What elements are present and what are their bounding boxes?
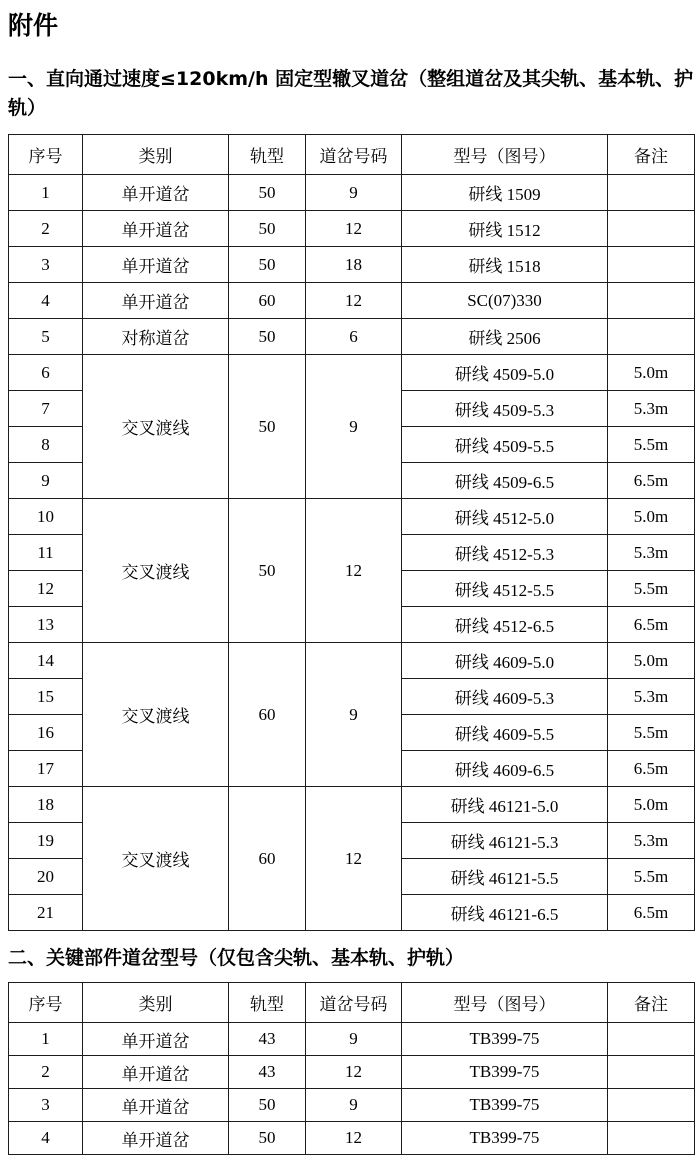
cell-remark bbox=[608, 211, 695, 247]
cell-category: 交叉渡线 bbox=[83, 787, 229, 931]
cell-remark: 5.3m bbox=[608, 679, 695, 715]
cell-rail-type: 60 bbox=[229, 787, 306, 931]
cell-serial-number: 17 bbox=[9, 751, 83, 787]
table-row bbox=[9, 499, 695, 535]
cell-model-drawing-number: 研线 4512-6.5 bbox=[402, 607, 608, 643]
cell-rail-type: 60 bbox=[229, 643, 306, 787]
cell-serial-number: 20 bbox=[9, 859, 83, 895]
cell-serial-number: 2 bbox=[9, 211, 83, 247]
cell-switch-number: 12 bbox=[306, 499, 402, 643]
cell-category: 交叉渡线 bbox=[83, 355, 229, 499]
table-row bbox=[9, 283, 695, 319]
cell-remark bbox=[608, 1056, 695, 1089]
table-row bbox=[9, 247, 695, 283]
cell-model-drawing-number: 研线 4609-5.0 bbox=[402, 643, 608, 679]
cell-model-drawing-number: TB399-75 bbox=[402, 1023, 608, 1056]
cell-model-drawing-number: 研线 4512-5.3 bbox=[402, 535, 608, 571]
cell-switch-number: 9 bbox=[306, 355, 402, 499]
column-header: 道岔号码 bbox=[306, 983, 402, 1023]
cell-remark: 5.0m bbox=[608, 499, 695, 535]
cell-remark: 5.5m bbox=[608, 427, 695, 463]
cell-model-drawing-number: 研线 4609-6.5 bbox=[402, 751, 608, 787]
document-title: 附件 bbox=[8, 11, 59, 40]
cell-rail-type: 50 bbox=[229, 1122, 306, 1155]
cell-serial-number: 6 bbox=[9, 355, 83, 391]
table-row bbox=[9, 1089, 695, 1122]
table-body bbox=[9, 1023, 695, 1155]
column-header: 序号 bbox=[9, 135, 83, 175]
cell-serial-number: 19 bbox=[9, 823, 83, 859]
cell-switch-number: 9 bbox=[306, 643, 402, 787]
cell-serial-number: 3 bbox=[9, 1089, 83, 1122]
cell-rail-type: 50 bbox=[229, 175, 306, 211]
cell-category: 单开道岔 bbox=[83, 247, 229, 283]
cell-switch-number: 9 bbox=[306, 175, 402, 211]
cell-model-drawing-number: 研线 4609-5.5 bbox=[402, 715, 608, 751]
cell-remark: 5.5m bbox=[608, 715, 695, 751]
column-header: 轨型 bbox=[229, 135, 306, 175]
column-header: 轨型 bbox=[229, 983, 306, 1023]
cell-serial-number: 12 bbox=[9, 571, 83, 607]
cell-model-drawing-number: 研线 1512 bbox=[402, 211, 608, 247]
cell-model-drawing-number: TB399-75 bbox=[402, 1056, 608, 1089]
header-row bbox=[9, 135, 695, 175]
cell-switch-number: 12 bbox=[306, 1122, 402, 1155]
cell-remark: 5.0m bbox=[608, 787, 695, 823]
table-row bbox=[9, 1122, 695, 1155]
cell-model-drawing-number: 研线 2506 bbox=[402, 319, 608, 355]
column-header: 型号（图号） bbox=[402, 135, 608, 175]
cell-remark bbox=[608, 175, 695, 211]
cell-model-drawing-number: 研线 1518 bbox=[402, 247, 608, 283]
column-header: 类别 bbox=[83, 983, 229, 1023]
cell-model-drawing-number: TB399-75 bbox=[402, 1089, 608, 1122]
cell-serial-number: 13 bbox=[9, 607, 83, 643]
cell-switch-number: 9 bbox=[306, 1023, 402, 1056]
cell-serial-number: 14 bbox=[9, 643, 83, 679]
cell-switch-number: 9 bbox=[306, 1089, 402, 1122]
cell-rail-type: 60 bbox=[229, 283, 306, 319]
cell-category: 单开道岔 bbox=[83, 283, 229, 319]
cell-serial-number: 21 bbox=[9, 895, 83, 931]
table-header bbox=[9, 983, 695, 1023]
cell-remark: 5.0m bbox=[608, 643, 695, 679]
cell-model-drawing-number: TB399-75 bbox=[402, 1122, 608, 1155]
table-row bbox=[9, 1056, 695, 1089]
cell-serial-number: 4 bbox=[9, 283, 83, 319]
table-header bbox=[9, 135, 695, 175]
cell-category: 交叉渡线 bbox=[83, 499, 229, 643]
cell-remark: 6.5m bbox=[608, 895, 695, 931]
column-header: 序号 bbox=[9, 983, 83, 1023]
cell-rail-type: 43 bbox=[229, 1056, 306, 1089]
cell-switch-number: 12 bbox=[306, 1056, 402, 1089]
cell-remark: 5.5m bbox=[608, 859, 695, 895]
table-row bbox=[9, 787, 695, 823]
cell-category: 单开道岔 bbox=[83, 175, 229, 211]
cell-rail-type: 50 bbox=[229, 499, 306, 643]
cell-remark: 5.3m bbox=[608, 823, 695, 859]
cell-model-drawing-number: 研线 1509 bbox=[402, 175, 608, 211]
cell-remark bbox=[608, 1023, 695, 1056]
table-row bbox=[9, 1023, 695, 1056]
cell-switch-number: 6 bbox=[306, 319, 402, 355]
section-1-heading: 一、直向通过速度≤120km/h 固定型辙叉道岔（整组道岔及其尖轨、基本轨、护轨） bbox=[8, 68, 694, 119]
cell-remark: 5.5m bbox=[608, 571, 695, 607]
cell-switch-number: 12 bbox=[306, 787, 402, 931]
column-header: 备注 bbox=[608, 983, 695, 1023]
cell-serial-number: 11 bbox=[9, 535, 83, 571]
column-header: 类别 bbox=[83, 135, 229, 175]
table-row bbox=[9, 211, 695, 247]
cell-category: 单开道岔 bbox=[83, 1089, 229, 1122]
cell-model-drawing-number: 研线 4509-5.0 bbox=[402, 355, 608, 391]
cell-serial-number: 7 bbox=[9, 391, 83, 427]
cell-serial-number: 4 bbox=[9, 1122, 83, 1155]
cell-category: 单开道岔 bbox=[83, 1056, 229, 1089]
cell-category: 单开道岔 bbox=[83, 1023, 229, 1056]
cell-switch-number: 12 bbox=[306, 283, 402, 319]
cell-model-drawing-number: 研线 4512-5.5 bbox=[402, 571, 608, 607]
cell-serial-number: 1 bbox=[9, 175, 83, 211]
cell-remark bbox=[608, 1089, 695, 1122]
cell-serial-number: 3 bbox=[9, 247, 83, 283]
cell-switch-number: 12 bbox=[306, 211, 402, 247]
key-parts-switch-table bbox=[8, 982, 695, 1155]
cell-rail-type: 50 bbox=[229, 211, 306, 247]
cell-serial-number: 18 bbox=[9, 787, 83, 823]
cell-category: 单开道岔 bbox=[83, 1122, 229, 1155]
column-header: 备注 bbox=[608, 135, 695, 175]
cell-category: 单开道岔 bbox=[83, 211, 229, 247]
cell-serial-number: 2 bbox=[9, 1056, 83, 1089]
cell-model-drawing-number: 研线 46121-6.5 bbox=[402, 895, 608, 931]
cell-remark bbox=[608, 247, 695, 283]
cell-model-drawing-number: SC(07)330 bbox=[402, 283, 608, 319]
column-header: 道岔号码 bbox=[306, 135, 402, 175]
cell-remark: 6.5m bbox=[608, 607, 695, 643]
table-row bbox=[9, 319, 695, 355]
cell-model-drawing-number: 研线 4512-5.0 bbox=[402, 499, 608, 535]
cell-remark: 5.3m bbox=[608, 535, 695, 571]
cell-category: 对称道岔 bbox=[83, 319, 229, 355]
cell-category: 交叉渡线 bbox=[83, 643, 229, 787]
header-row bbox=[9, 983, 695, 1023]
cell-remark bbox=[608, 1122, 695, 1155]
table-row bbox=[9, 643, 695, 679]
cell-serial-number: 8 bbox=[9, 427, 83, 463]
cell-serial-number: 5 bbox=[9, 319, 83, 355]
cell-remark bbox=[608, 319, 695, 355]
table-row bbox=[9, 175, 695, 211]
table-row bbox=[9, 355, 695, 391]
cell-rail-type: 50 bbox=[229, 1089, 306, 1122]
cell-serial-number: 16 bbox=[9, 715, 83, 751]
cell-model-drawing-number: 研线 4509-6.5 bbox=[402, 463, 608, 499]
table-body bbox=[9, 175, 695, 931]
cell-model-drawing-number: 研线 4509-5.5 bbox=[402, 427, 608, 463]
section-2-heading: 二、关键部件道岔型号（仅包含尖轨、基本轨、护轨） bbox=[8, 947, 465, 969]
cell-rail-type: 43 bbox=[229, 1023, 306, 1056]
cell-rail-type: 50 bbox=[229, 355, 306, 499]
cell-remark: 6.5m bbox=[608, 751, 695, 787]
cell-model-drawing-number: 研线 46121-5.0 bbox=[402, 787, 608, 823]
cell-model-drawing-number: 研线 4609-5.3 bbox=[402, 679, 608, 715]
cell-serial-number: 9 bbox=[9, 463, 83, 499]
cell-remark bbox=[608, 283, 695, 319]
cell-rail-type: 50 bbox=[229, 319, 306, 355]
cell-serial-number: 10 bbox=[9, 499, 83, 535]
cell-switch-number: 18 bbox=[306, 247, 402, 283]
cell-remark: 5.0m bbox=[608, 355, 695, 391]
cell-model-drawing-number: 研线 46121-5.3 bbox=[402, 823, 608, 859]
cell-model-drawing-number: 研线 4509-5.3 bbox=[402, 391, 608, 427]
cell-rail-type: 50 bbox=[229, 247, 306, 283]
cell-serial-number: 15 bbox=[9, 679, 83, 715]
column-header: 型号（图号） bbox=[402, 983, 608, 1023]
cell-remark: 5.3m bbox=[608, 391, 695, 427]
cell-model-drawing-number: 研线 46121-5.5 bbox=[402, 859, 608, 895]
fixed-frog-switch-table bbox=[8, 134, 695, 931]
cell-remark: 6.5m bbox=[608, 463, 695, 499]
cell-serial-number: 1 bbox=[9, 1023, 83, 1056]
